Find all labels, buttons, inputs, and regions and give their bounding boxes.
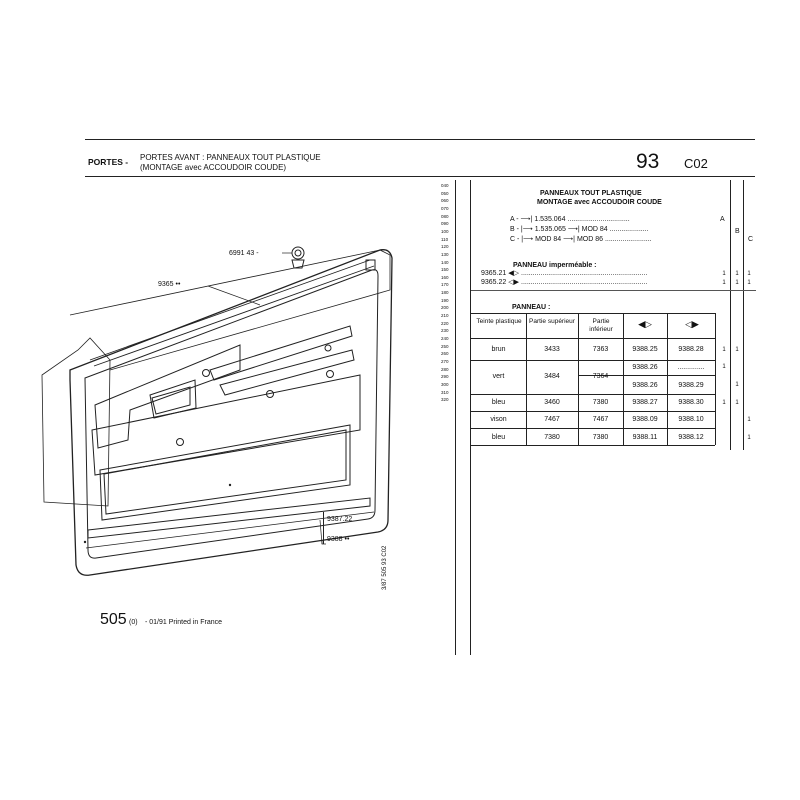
row-inf: 7363 xyxy=(592,346,609,353)
variant-a-dots: ................................ xyxy=(567,216,630,223)
callout-panel xyxy=(327,536,349,543)
header-bottom-rule xyxy=(85,176,755,177)
row-right: 9388.12 xyxy=(678,434,704,441)
arrow-to-icon: ⟶| xyxy=(563,236,575,243)
line-number: 040 xyxy=(441,183,449,188)
row-left: 9388.11 xyxy=(632,434,658,441)
mark: 1 xyxy=(722,364,726,370)
line-number-rule-left xyxy=(455,180,456,655)
page-number: 505 xyxy=(100,611,127,628)
variant-b-to: MOD 84 xyxy=(581,226,608,233)
dots: ................................................................. xyxy=(521,270,648,277)
callout-panel-suffix: •• xyxy=(344,536,350,543)
line-number: 180 xyxy=(441,290,449,296)
section-label: PORTES - xyxy=(88,157,129,167)
line-number: 290 xyxy=(441,374,449,380)
variant-a xyxy=(510,216,630,223)
row-sup: 7467 xyxy=(544,416,560,423)
row-inf: 7364 xyxy=(592,373,609,380)
line-number: 090 xyxy=(441,221,449,227)
mark: 1 xyxy=(735,271,739,277)
line-number: 260 xyxy=(441,351,449,357)
line-number: 060 xyxy=(441,198,449,204)
variant-a-text: 1.535.064 xyxy=(534,216,566,223)
row-right: 9388.28 xyxy=(678,346,704,353)
row-teinte: brun xyxy=(491,346,506,353)
callout-panel-sheet xyxy=(158,281,180,288)
col-letter-a: A xyxy=(720,216,725,223)
mark: 1 xyxy=(747,435,751,441)
callout-clip-ref: 6991 43 xyxy=(229,250,255,257)
row-right: 9388.10 xyxy=(678,416,704,423)
line-number: 240 xyxy=(441,336,449,341)
row-teinte: bleu xyxy=(491,399,506,406)
header-title-line1: PORTES AVANT : PANNEAUX TOUT PLASTIQUE xyxy=(140,153,321,162)
mark: 1 xyxy=(735,400,739,406)
mark: 1 xyxy=(735,382,739,388)
row-teinte: bleu xyxy=(491,434,506,441)
mark: 1 xyxy=(747,280,751,286)
mark: 1 xyxy=(747,271,751,277)
callout-panel-sheet-ref: 9365 xyxy=(158,281,174,288)
variant-c-letter: C - xyxy=(510,236,520,243)
line-number: 130 xyxy=(441,251,449,257)
callout-clip-suffix: - xyxy=(256,250,259,257)
line-number: 140 xyxy=(441,259,449,265)
header-partie-inf: Partie inférieur xyxy=(589,318,613,333)
line-number: 190 xyxy=(441,297,449,303)
mark: 1 xyxy=(722,347,726,353)
col-rule-a xyxy=(730,180,731,450)
line-number: 160 xyxy=(441,274,449,280)
callout-panel-ref: 9388 xyxy=(327,536,343,543)
page-suffix: (0) xyxy=(129,619,138,626)
variant-b-dots: .................... xyxy=(609,226,649,233)
col-letter-c: C xyxy=(748,236,754,243)
row-inf: 7380 xyxy=(592,399,609,406)
waterproof-ref-2-text: 9365.22 xyxy=(481,279,507,286)
mark: 1 xyxy=(722,271,726,277)
callout-trim-ref: 9387.22 xyxy=(327,516,353,523)
panel-label: PANNEAU : xyxy=(512,304,551,311)
variant-c-text: MOD 84 xyxy=(535,236,562,243)
spec-title-2: MONTAGE avec ACCOUDOIR COUDE xyxy=(537,199,662,206)
row-right: .............. xyxy=(677,364,705,371)
right-door-icon: ◁▶ xyxy=(508,279,520,286)
row-left: 9388.26 xyxy=(632,382,658,389)
variant-a-letter: A - xyxy=(510,216,519,223)
header-title-line2: (MONTAGE avec ACCOUDOIR COUDE) xyxy=(140,163,287,172)
mark: 1 xyxy=(747,417,751,423)
row-right: 9388.30 xyxy=(678,399,704,406)
left-door-icon: ◀▷ xyxy=(508,270,520,277)
arrow-to-icon: ⟶| xyxy=(567,226,580,233)
waterproof-ref-1 xyxy=(481,270,647,277)
group-number: 93 xyxy=(636,150,660,173)
variant-b-letter: B - xyxy=(510,226,519,233)
right-door-icon: ◁▶ xyxy=(685,319,699,329)
door-panel-diagram xyxy=(30,230,420,590)
variant-c-dots: ........................ xyxy=(604,236,652,243)
variant-c xyxy=(510,236,652,243)
line-number: 210 xyxy=(441,313,449,319)
variant-b xyxy=(510,226,649,233)
printed-note: - 01/91 Printed in France xyxy=(145,619,223,626)
spec-title-1: PANNEAUX TOUT PLASTIQUE xyxy=(540,190,642,197)
header-teinte: Teinte plastique xyxy=(476,318,522,325)
line-number: 250 xyxy=(441,343,449,349)
line-number: 150 xyxy=(441,267,449,273)
callout-bracket xyxy=(323,512,324,544)
row-right: 9388.29 xyxy=(678,382,704,389)
mark: 1 xyxy=(735,347,739,353)
line-number: 050 xyxy=(441,190,449,196)
mark: 1 xyxy=(735,280,739,286)
row-sup: 3484 xyxy=(544,373,560,380)
line-number: 110 xyxy=(441,236,449,242)
line-number: 300 xyxy=(441,381,449,387)
row-sup: 3460 xyxy=(544,399,560,406)
header-top-rule xyxy=(85,139,755,140)
callout-trim xyxy=(327,516,352,523)
arrow-start-icon: ⟶| xyxy=(520,216,533,223)
line-number: 270 xyxy=(441,358,449,364)
line-number: 200 xyxy=(441,305,449,311)
row-inf: 7380 xyxy=(592,434,609,441)
waterproof-label: PANNEAU imperméable : xyxy=(513,262,597,269)
dots: ................................................................. xyxy=(521,279,648,286)
row-inf: 7467 xyxy=(592,416,609,423)
col-rule-b xyxy=(743,180,744,450)
subgroup-code: C02 xyxy=(684,156,708,171)
row-teinte: vert xyxy=(492,373,505,380)
line-number: 170 xyxy=(441,282,449,288)
row-left: 9388.27 xyxy=(632,399,658,406)
row-left: 9388.26 xyxy=(632,364,658,371)
arrow-from-icon: |⟶ xyxy=(521,236,534,243)
callout-clip xyxy=(229,250,259,257)
mark: 1 xyxy=(722,280,726,286)
variant-c-to: MOD 86 xyxy=(576,236,603,243)
line-number: 120 xyxy=(441,244,449,250)
waterproof-ref-1-text: 9365.21 xyxy=(481,270,507,277)
mark: 1 xyxy=(722,400,726,406)
line-number: 230 xyxy=(441,328,449,334)
line-number: 220 xyxy=(441,320,449,326)
header-partie-sup: Partie supérieur xyxy=(529,318,575,325)
variant-b-text: 1.535.065 xyxy=(534,226,566,233)
left-door-icon: ◀▷ xyxy=(638,319,652,329)
line-number: 080 xyxy=(441,213,449,219)
col-letter-b: B xyxy=(735,228,740,235)
row-left: 9388.09 xyxy=(632,416,658,423)
line-number: 320 xyxy=(441,397,449,403)
row-sup: 7380 xyxy=(544,434,560,441)
waterproof-ref-2 xyxy=(481,279,647,286)
line-number: 100 xyxy=(441,228,449,234)
row-left: 9388.25 xyxy=(632,346,658,353)
row-sup: 3433 xyxy=(544,346,560,353)
spec-rule-1 xyxy=(471,290,756,291)
line-number: 310 xyxy=(441,389,449,395)
line-number: 070 xyxy=(441,205,449,211)
line-number: 280 xyxy=(441,366,449,372)
callout-panel-sheet-suffix: •• xyxy=(175,281,181,288)
arrow-from-icon: |⟶ xyxy=(520,226,533,233)
row-teinte: vison xyxy=(490,416,507,423)
vertical-code: 3/87 505 93 C02 xyxy=(382,545,388,590)
